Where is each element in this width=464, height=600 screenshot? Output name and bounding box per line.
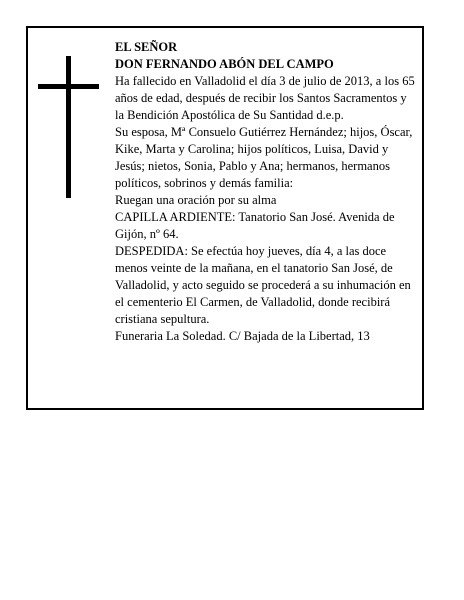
family-paragraph: Su esposa, Mª Consuelo Gutiérrez Hernández; hijos, Óscar, Kike, Marta y Carolina; hijos políticos, Luisa, David y Jesús; nietos, Sonia, Pablo y Ana; hermanos, hermanos políticos, sobrinos y demás familia: [115, 125, 413, 190]
chapel-info: CAPILLA ARDIENTE: Tanatorio San José. Avenida de Gijón, nº 64. [115, 210, 395, 241]
funeral-home: Funeraria La Soledad. C/ Bajada de la Libertad, 13 [115, 329, 370, 343]
prayer-request: Ruegan una oración por su alma [115, 193, 277, 207]
honorific: EL SEÑOR [115, 40, 178, 54]
obituary-text [115, 39, 417, 345]
deceased-name: DON FERNANDO ABÓN DEL CAMPO [115, 57, 334, 71]
death-paragraph: Ha fallecido en Valladolid el día 3 de julio de 2013, a los 65 años de edad, después de recibir los Santos Sacramentos y la Bendición Apostólica de Su Santidad d.e.p. [115, 74, 415, 122]
cross-horizontal-bar [38, 84, 99, 89]
cross-vertical-bar [66, 56, 71, 198]
farewell-info: DESPEDIDA: Se efectúa hoy jueves, día 4, a las doce menos veinte de la mañana, en el tanatorio San José, de Valladolid, y acto seguido se procederá a su inhumación en el cementerio El Carmen, de Valladolid, donde recibirá cristiana sepultura. [115, 244, 411, 326]
obituary-notice [26, 26, 424, 410]
